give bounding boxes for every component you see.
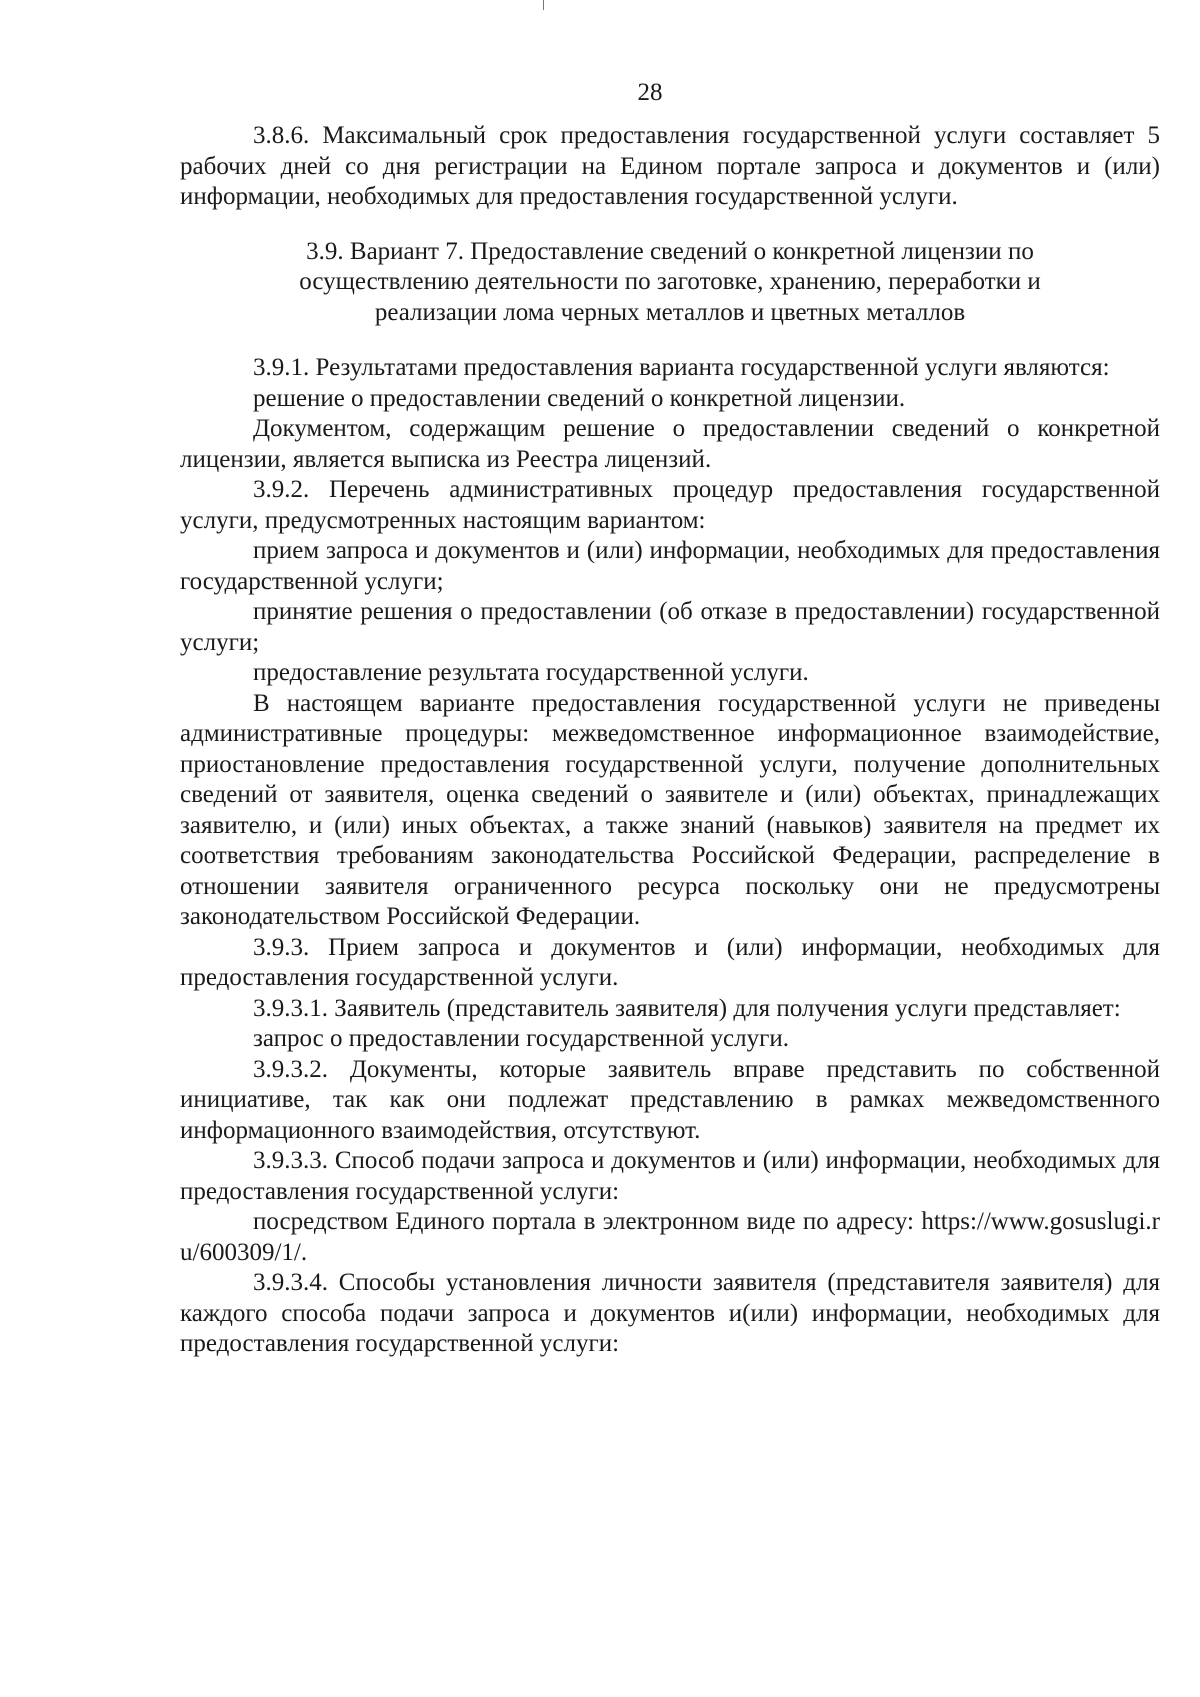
paragraph-3-9-2: 3.9.2. Перечень административных процедур предоставления государственной услуги, предусмотренных настоящим вариантом: [180,476,1160,534]
paragraph-3-9-3-2: 3.9.3.2. Документы, которые заявитель вправе представить по собственной инициативе, так как они подлежат представлению в рамках межведомственного информационного взаимодействия, отсутствуют. [180,1055,1160,1144]
list-item-portal-address: посредством Единого портала в электронном виде по адресу: https://www.gosuslugi.ru/600309/1/. [180,1208,1160,1266]
page-number: 28 [637,79,663,106]
heading-line: 3.9. Вариант 7. Предоставление сведений о конкретной лицензии по [306,237,1034,265]
document-body [180,121,1160,1360]
paragraph-3-9-1: 3.9.1. Результатами предоставления варианта государственной услуги являются: [253,354,1110,381]
scan-mark [543,0,544,10]
list-item: предоставление результата государственной услуги. [253,659,809,686]
list-item: принятие решения о предоставлении (об отказе в предоставлении) государственной услуги; [180,598,1160,656]
paragraph-note: В настоящем варианте предоставления государственной услуги не приведены административные процедуры: межведомственное информационное взаимодействие, приостановление предоставления государственной услуги, получение дополнительных сведений от заявителя, оценка сведений о заявителе и (или) объектах, принадлежащих заявителю, и (или) иных объектах, а также знаний (навыков) заявителя на предмет их соответствия требованиям законодательства Российской Федерации, распределение в отношении заявителя ограниченного ресурса поскольку они не предусмотрены законодательством Российской Федерации. [180,689,1160,930]
section-heading-3-9 [180,237,1160,329]
heading-line: осуществлению деятельности по заготовке, хранению, переработки и [299,268,1041,295]
paragraph-3-9-3: 3.9.3. Прием запроса и документов и (или) информации, необходимых для предоставления государственной услуги. [180,933,1160,991]
paragraph-3-9-3-4: 3.9.3.4. Способы установления личности заявителя (представителя заявителя) для каждого способа подачи запроса и документов и(или) информации, необходимых для предоставления государственной услуги: [180,1269,1160,1357]
paragraph-3-8-6: 3.8.6. Максимальный срок предоставления государственной услуги составляет 5 рабочих дней со дня регистрации на Едином портале запроса и документов и (или) информации, необходимых для предоставления государственной услуги. [180,122,1160,210]
list-item: прием запроса и документов и (или) информации, необходимых для предоставления государственной услуги; [180,537,1160,595]
list-item: запрос о предоставлении государственной услуги. [253,1025,789,1052]
paragraph-3-9-3-1: 3.9.3.1. Заявитель (представитель заявителя) для получения услуги представляет: [253,994,1121,1022]
list-item: решение о предоставлении сведений о конкретной лицензии. [253,384,906,412]
paragraph-document: Документом, содержащим решение о предоставлении сведений о конкретной лицензии, является выписка из Реестра лицензий. [180,415,1160,473]
paragraph-3-9-3-3: 3.9.3.3. Способ подачи запроса и документов и (или) информации, необходимых для предоставления государственной услуги: [180,1147,1160,1205]
heading-line: реализации лома черных металлов и цветных металлов [374,298,966,326]
